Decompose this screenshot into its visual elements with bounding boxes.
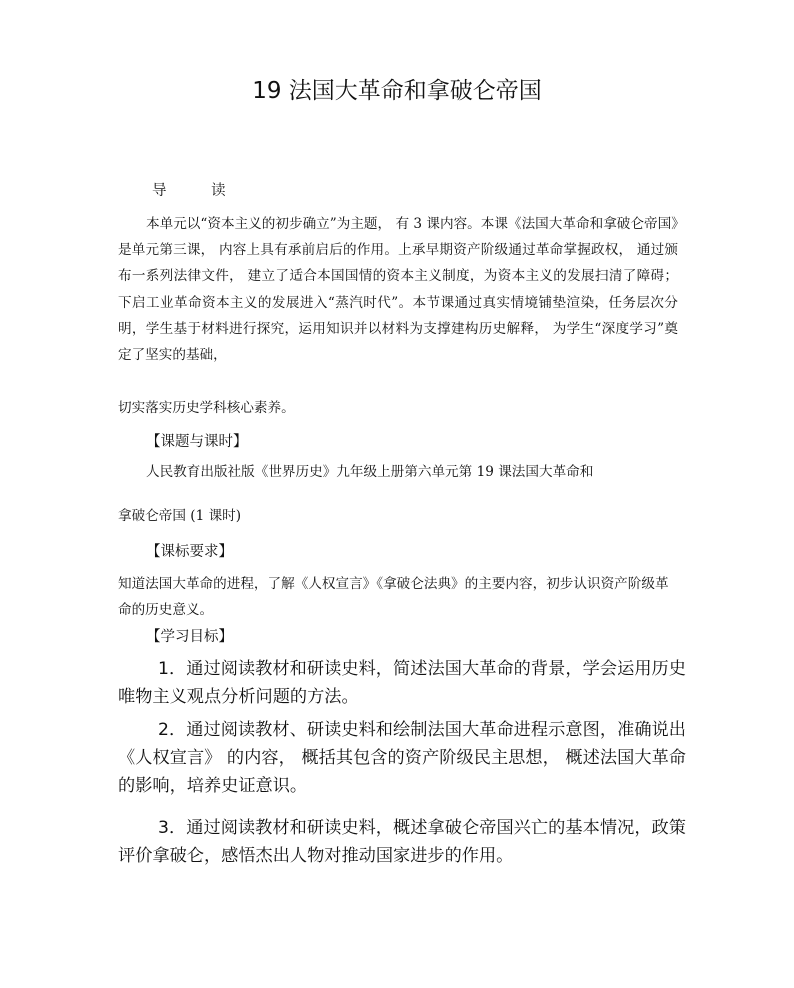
goal-item-3: 3．通过阅读教材和研读史料，概述拿破仑帝国兴亡的基本情况，政策评价拿破仑，感悟杰出人物对推动国家进步的作用。: [118, 818, 686, 866]
goal-item-1: 1．通过阅读教材和研读史料，简述法国大革命的背景，学会运用历史唯物主义观点分析问题的方法。: [118, 659, 686, 707]
intro-paragraph: 本单元以“资本主义的初步确立”为主题， 有 3 课内容。本课《法国大革命和拿破仑帝国》是单元第三课， 内容上具有承前启后的作用。上承早期资产阶级通过革命掌握政权， 通过颁布一系列法律文件， 建立了适合本国国情的资本主义制度，为资本主义的发展扫清了障碍；下启工业革命资本主义的发展进入“蒸汽时代”。本节课通过真实情境铺垫渲染，任务层次分明，学生基于材料进行探究，运用知识并以材料为支撑建构历史解释， 为学生“深度学习”奠定了坚实的基础，: [118, 216, 678, 364]
course-heading: 【课题与课时】: [146, 434, 248, 450]
page-title: 19 法国大革命和拿破仑帝国: [252, 78, 542, 104]
goal-item-2: 2．通过阅读教材、研读史料和绘制法国大革命进程示意图，准确说出《人权宣言》 的内容， 概括其包含的资产阶级民主思想， 概述法国大革命的影响，培养史证意识。: [118, 720, 686, 796]
intro-heading: 导 读: [152, 183, 246, 199]
goals-heading: 【学习目标】: [146, 629, 233, 645]
course-line-1: 人民教育出版社版《世界历史》九年级上册第六单元第 19 课法国大革命和: [146, 464, 594, 480]
standard-heading: 【课标要求】: [146, 544, 233, 560]
course-line-2: 拿破仑帝国 (1 课时): [118, 508, 242, 524]
intro-last-line: 切实落实历史学科核心素养。: [118, 400, 295, 416]
standard-text: 知道法国大革命的进程，了解《人权宣言》《拿破仑法典》的主要内容，初步认识资产阶级革命的历史意义。: [118, 576, 669, 619]
